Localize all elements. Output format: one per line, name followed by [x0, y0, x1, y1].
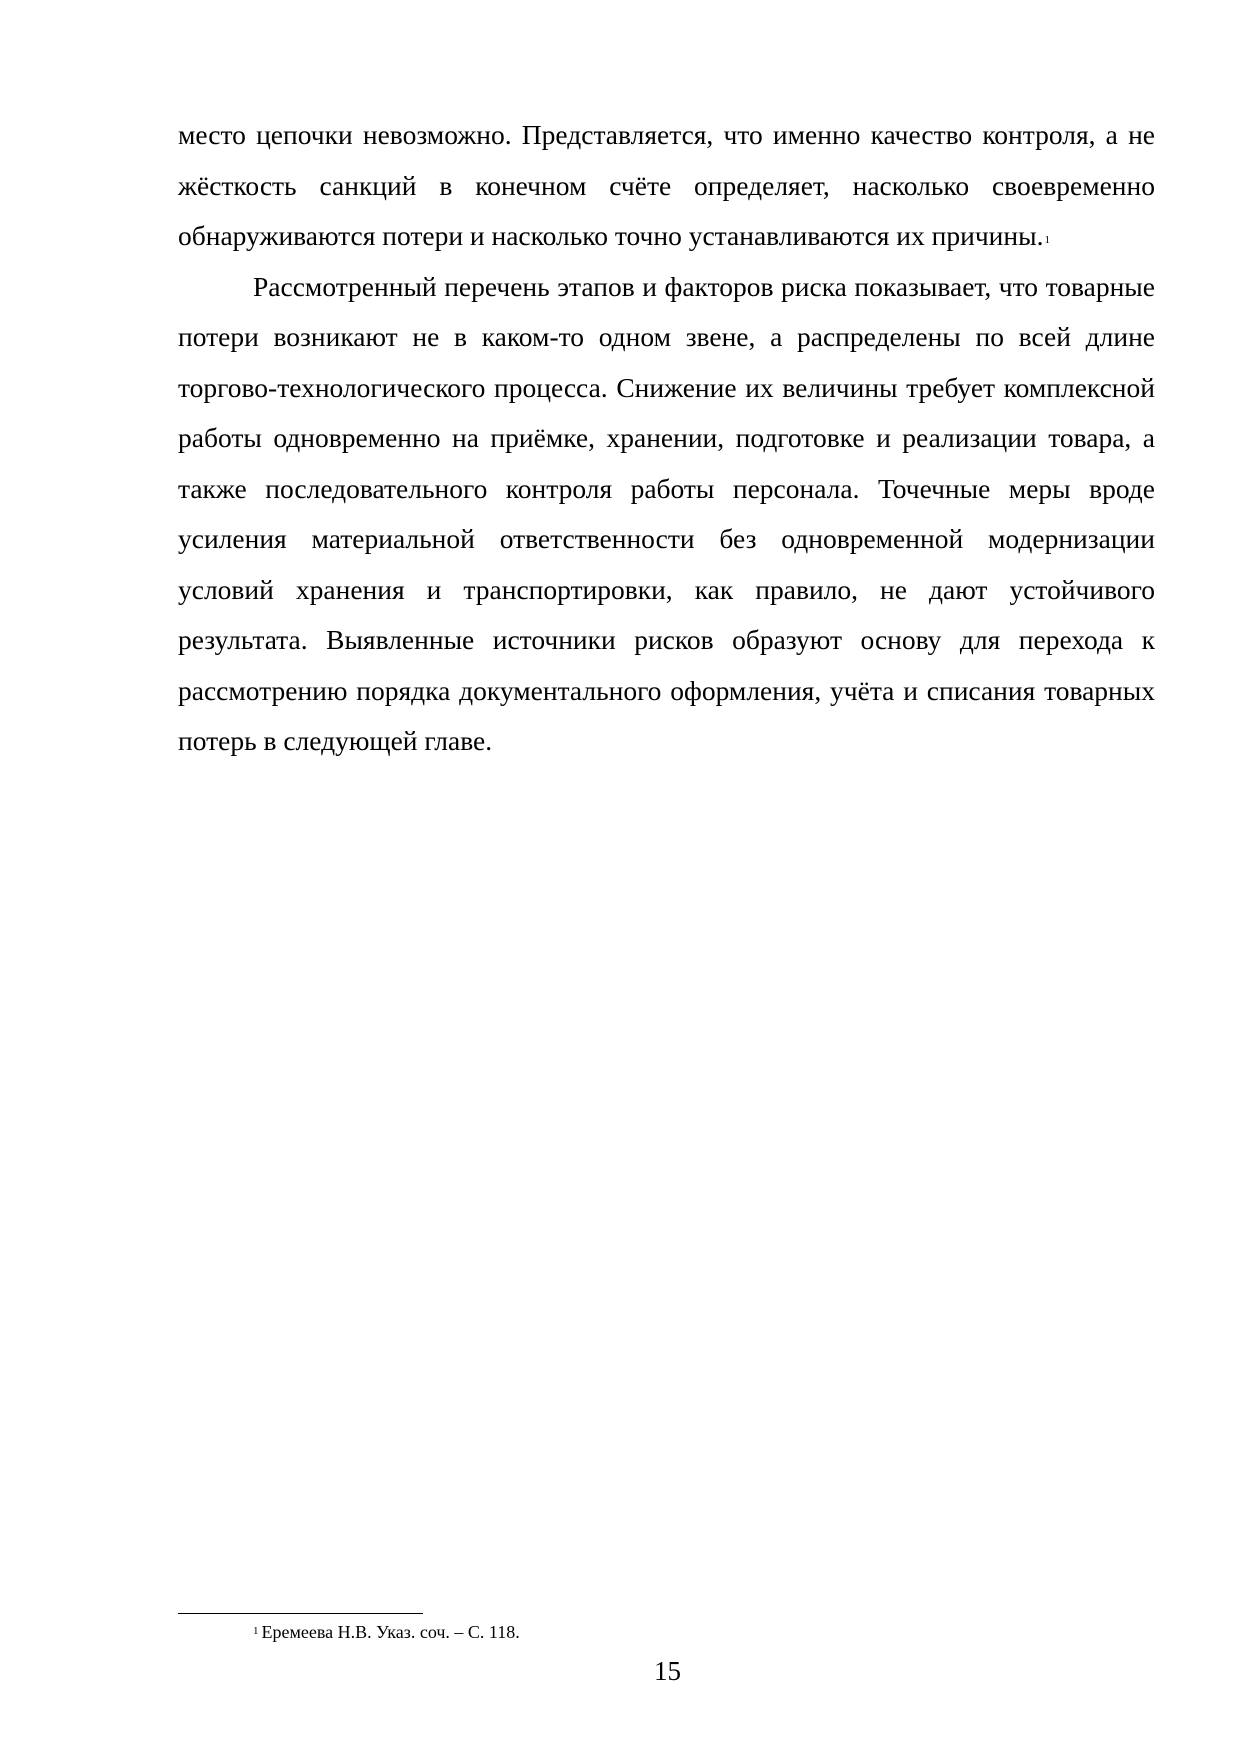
- footnote: [253, 1621, 520, 1643]
- paragraph-2-text: Рассмотренный перечень этапов и факторов риска показывает, что товарные потери возникают не в каком-то одном звене, а распределены по всей длине торгово-технологического процесса. Снижение их величины требует комплексной работы одновременно на приёмке, хранении, подготовке и реализации товара, а также последовательного контроля работы персонала. Точечные меры вроде усиления материальной ответственности без одновременной модернизации условий хранения и транспортировки, как правило, не дают устойчивого результата. Выявленные источники рисков образуют основу для перехода к рассмотрению порядка документального оформления, учёта и списания товарных потерь в следующей главе.: [178, 270, 1155, 756]
- footnote-text: Еремеева Н.В. Указ. соч. – С. 118.: [261, 1622, 520, 1642]
- footnote-mark: 1: [253, 1625, 259, 1637]
- body-text: [178, 110, 1155, 767]
- paragraph-1: [178, 110, 1155, 262]
- paragraph-2: [178, 262, 1155, 767]
- page-number: 15: [654, 1656, 681, 1686]
- paragraph-1-text: место цепочки невозможно. Представляется, что именно качество контроля, а не жёсткость санкций в конечном счёте определяет, насколько своевременно обнаруживаются потери и насколько точно устанавливаются их причины.: [178, 119, 1155, 251]
- footnote-reference[interactable]: 1: [1044, 234, 1050, 246]
- footnote-separator: [178, 1613, 423, 1614]
